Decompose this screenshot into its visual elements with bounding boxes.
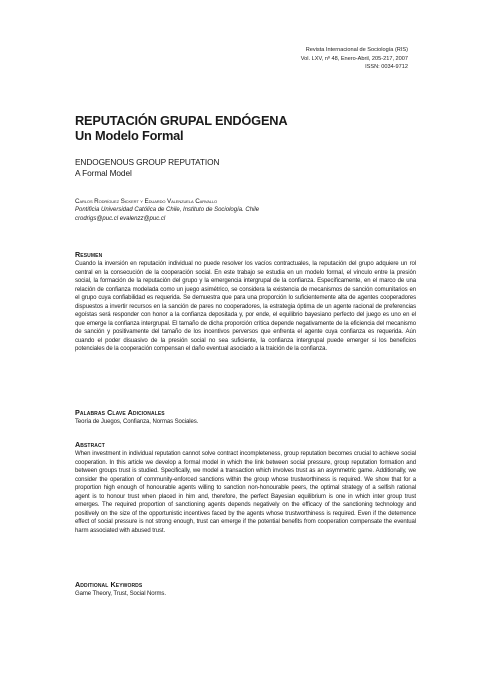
additional-keywords-text: Game Theory, Trust, Social Norms.: [75, 591, 166, 597]
palabras-clave-text: Teoría de Juegos, Confianza, Normas Sociales.: [75, 419, 199, 425]
resumen-text: Cuando la inversión en reputación individual no puede resolver los vacíos contractuales, la reputación del grupo adquiere un rol central en la consecución de la cooperación social. En este trabajo se estudia en un modelo formal, el vínculo entre la presión social, la formación de la reputación del grupo y la emergencia intergrupal de la confianza. Específicamente, en el marco de una relación de confianza modelada como un juego asimétrico, se considera la existencia de mecanismos de sanción comunitarios en el grupo cuya confiabilidad es requerida. Se demuestra que para una proporción lo suficientemente alta de agentes cooperadores dispuestos a invertir recursos en la sanción de pares no cooperadores, la estrategia óptima de un agente racional de preferencias egoístas será responder con honor a la confianza depositada y, por ende, el equilibrio bayesiano perfecto del juego es uno en el que emerge la confianza intergrupal. El tamaño de dicha proporción crítica depende negativamente de la eficiencia del mecanismo de sanción y positivamente del tamaño de los incentivos perversos que enfrenta el agente cuya confianza es requerida. Aún cuando el poder disuasivo de la presión social no sea suficiente, la confianza intergrupal puede emerger si los beneficios potenciales de la cooperación compensan el daño eventual asociado a la traición de la confianza.: [75, 261, 416, 352]
abstract-section: [75, 440, 416, 535]
author-names: Carlos Rodríguez Sickert y Eduardo Valenzuela Carvallo: [75, 198, 218, 205]
author-block: [75, 197, 420, 225]
resumen-heading: Resumen: [75, 250, 103, 259]
palabras-clave-section: [75, 408, 416, 427]
author-affiliation: Pontificia Universidad Católica de Chile, Instituto de Sociología. Chile: [75, 207, 260, 214]
abstract-text: When investment in individual reputation cannot solve contract incompleteness, group reputation becomes crucial to achieve social cooperation. In this article we develop a formal model in which the link between social pressure, group reputation formation and between groups trust is studied. Specifically, we model a transaction which involves trust as an asymmetric game. Additionally, we consider the operation of community-enforced sanctions within the group whose trustworthiness is required. We show that for a proportion high enough of honourable agents willing to sanction non-honourable peers, the optimal strategy of a selfish rational agent is to honour trust when placed in him and, therefore, the perfect Bayesian equilibrium is one in which inter group trust emerges. The required proportion of sanctioning agents depends negatively on the efficacy of the sanctioning technology and positively on the size of the opportunistic incentives faced by the agents whose trustworthiness is required. Even if the deterrence effect of social pressure is not strong enough, trust can emerge if the potential benefits from cooperation compensate the eventual harm associated with abused trust.: [75, 451, 416, 534]
title-en-line1: ENDOGENOUS GROUP REPUTATION: [75, 157, 220, 167]
journal-header: [301, 46, 408, 72]
resumen-section: [75, 250, 416, 354]
additional-keywords-heading: Additional Keywords: [75, 580, 143, 589]
title-en-line2: A Formal Model: [75, 168, 132, 178]
article-title-es: [75, 113, 415, 143]
journal-issn: ISSN: 0034-9712: [365, 64, 408, 71]
title-es-line2: Un Modelo Formal: [75, 128, 184, 143]
author-emails: crodrigs@puc.cl evalenzz@puc.cl: [75, 216, 166, 223]
article-title-en: [75, 157, 415, 179]
journal-issue: Vol. LXV, nº 48, Enero-Abril, 205-217, 2007: [300, 55, 408, 62]
journal-name: Revista Internacional de Sociología (RIS): [305, 47, 408, 53]
title-es-line1: REPUTACIÓN GRUPAL ENDÓGENA: [75, 113, 288, 128]
palabras-clave-heading: Palabras Clave Adicionales: [75, 408, 165, 417]
additional-keywords-section: [75, 580, 416, 599]
abstract-heading: Abstract: [75, 440, 105, 449]
